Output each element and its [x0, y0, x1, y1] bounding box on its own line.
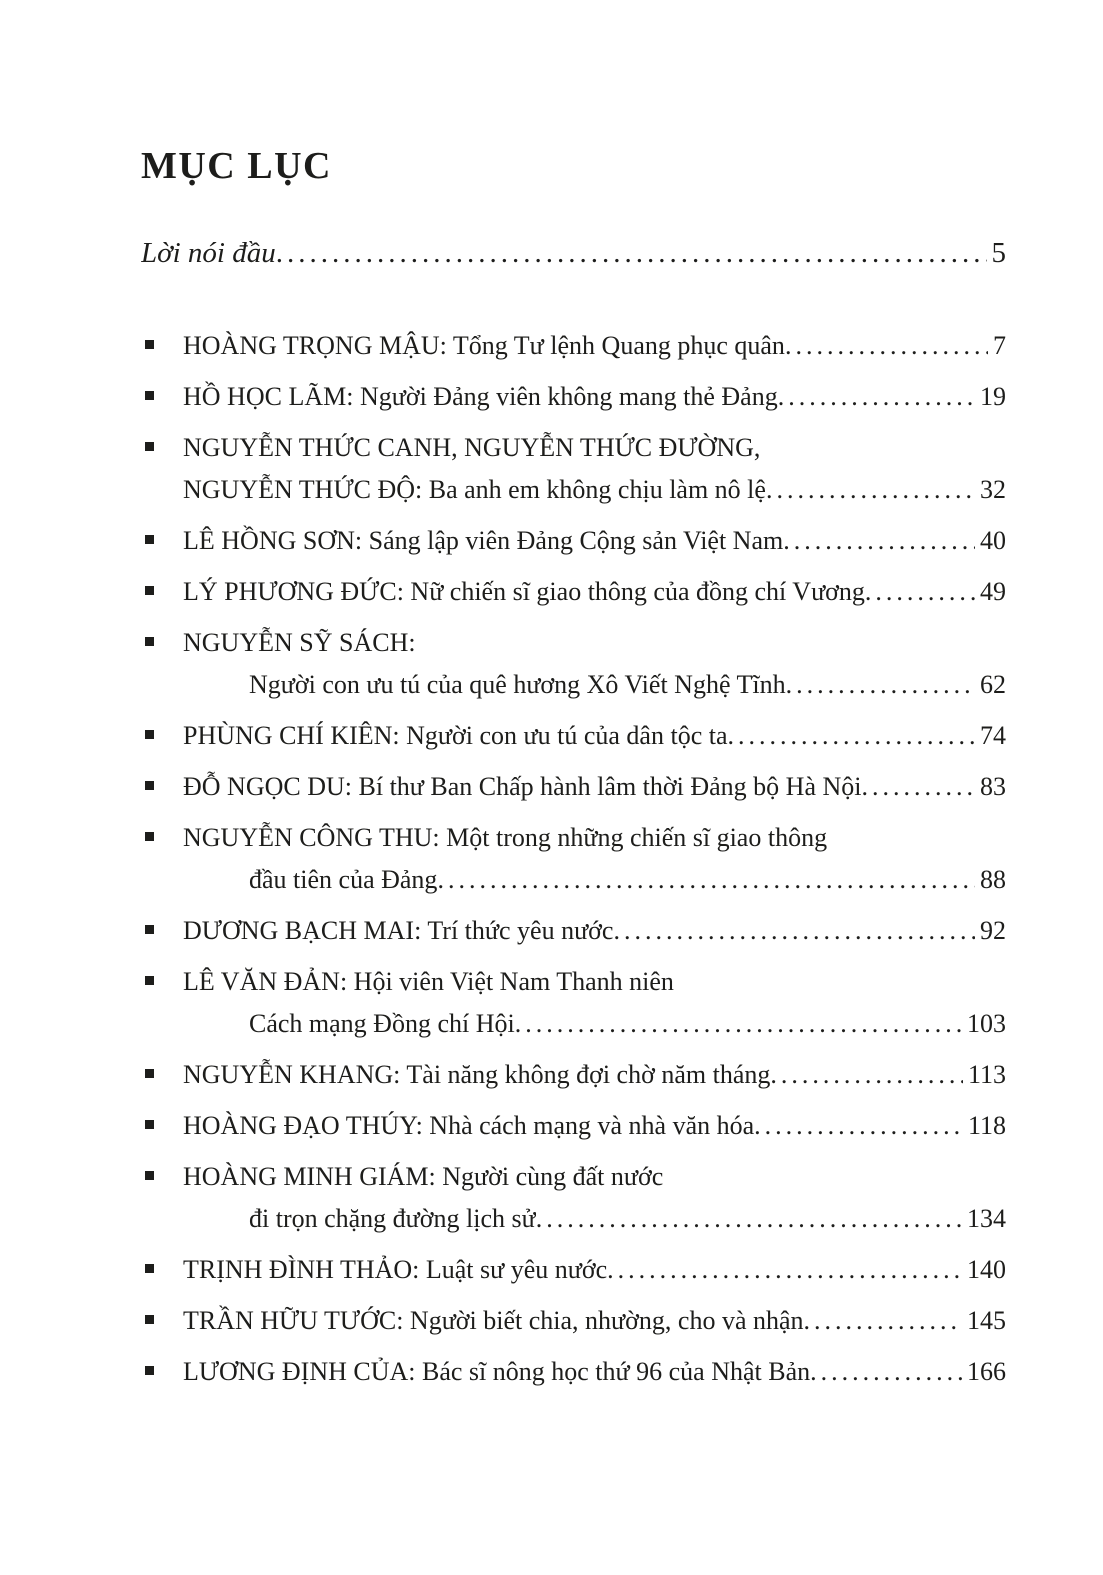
entry-lines	[183, 1351, 1006, 1393]
toc-entry	[145, 961, 1006, 1045]
dot-leader	[613, 910, 975, 952]
preface-title: Lời nói đầu	[141, 236, 276, 269]
entry-line	[183, 715, 1006, 757]
toc-entry	[145, 571, 1006, 613]
entry-line	[183, 1105, 1006, 1147]
square-bullet-icon	[145, 781, 154, 790]
entry-lines	[183, 1054, 1006, 1096]
square-bullet-icon	[145, 391, 154, 400]
toc-entry	[145, 427, 1006, 511]
toc-entries	[145, 325, 1006, 1393]
page-number: 145	[967, 1305, 1006, 1335]
entry-title: HOÀNG TRỌNG MẬU: Tổng Tư lệnh Quang phục quân	[183, 330, 785, 360]
entry-lines	[183, 910, 1006, 952]
dot-leader	[770, 1054, 963, 1096]
entry-line	[183, 325, 1006, 367]
dot-leader	[778, 376, 975, 418]
page-number: 118	[967, 1110, 1006, 1140]
square-bullet-icon	[145, 1120, 154, 1129]
entry-line	[183, 910, 1006, 952]
entry-line	[183, 664, 1006, 706]
entry-lines	[183, 1105, 1006, 1147]
entry-title: HOÀNG MINH GIÁM: Người cùng đất nước	[183, 1161, 664, 1191]
entry-line	[183, 469, 1006, 511]
dot-leader	[783, 520, 975, 562]
entry-title: TRỊNH ĐÌNH THẢO: Luật sư yêu nước	[183, 1254, 608, 1284]
square-bullet-icon	[145, 925, 154, 934]
dot-leader	[728, 715, 975, 757]
toc-entry	[145, 1300, 1006, 1342]
page-number: 74	[980, 720, 1006, 750]
entry-title: LÝ PHƯƠNG ĐỨC: Nữ chiến sĩ giao thông của đồng chí Vương	[183, 576, 865, 606]
entry-lines	[183, 325, 1006, 367]
page-number: 88	[980, 864, 1006, 894]
entry-line	[183, 1198, 1006, 1240]
dot-leader	[536, 1198, 962, 1240]
page-number: 140	[967, 1254, 1006, 1284]
page-number: 49	[980, 576, 1006, 606]
page-number: 166	[967, 1356, 1006, 1386]
square-bullet-icon	[145, 976, 154, 985]
dot-leader	[865, 571, 975, 613]
square-bullet-icon	[145, 730, 154, 739]
entry-title: PHÙNG CHÍ KIÊN: Người con ưu tú của dân tộc ta	[183, 720, 728, 750]
entry-lines	[183, 1249, 1006, 1291]
entry-line	[183, 859, 1006, 901]
dot-leader	[754, 1105, 963, 1147]
entry-lines	[183, 1156, 1006, 1240]
entry-lines	[183, 961, 1006, 1045]
entry-lines	[183, 1300, 1006, 1342]
toc-entry	[145, 1351, 1006, 1393]
entry-title: đi trọn chặng đường lịch sử	[249, 1203, 536, 1233]
square-bullet-icon	[145, 535, 154, 544]
entry-line	[183, 766, 1006, 808]
entry-line	[183, 1300, 1006, 1342]
entry-title: LÊ HỒNG SƠN: Sáng lập viên Đảng Cộng sản Việt Nam	[183, 525, 784, 555]
entry-title: đầu tiên của Đảng	[249, 864, 438, 894]
square-bullet-icon	[145, 586, 154, 595]
toc-entry	[145, 520, 1006, 562]
toc-entry	[145, 325, 1006, 367]
entry-line	[183, 622, 1006, 664]
entry-title: NGUYỄN KHANG: Tài năng không đợi chờ năm tháng	[183, 1059, 771, 1089]
dot-leader	[437, 859, 975, 901]
square-bullet-icon	[145, 832, 154, 841]
page-number: 32	[980, 474, 1006, 504]
dot-leader	[810, 1351, 962, 1393]
toc-entry	[145, 910, 1006, 952]
page-number: 62	[980, 669, 1006, 699]
page-title: MỤC LỤC	[141, 145, 332, 187]
square-bullet-icon	[145, 442, 154, 451]
entry-title: NGUYỄN CÔNG THU: Một trong những chiến sĩ giao thông	[183, 822, 828, 852]
entry-title: NGUYỄN THỨC CANH, NGUYỄN THỨC ĐƯỜNG,	[183, 432, 761, 462]
entry-title: HỒ HỌC LÃM: Người Đảng viên không mang thẻ Đảng	[183, 381, 778, 411]
square-bullet-icon	[145, 1315, 154, 1324]
entry-line	[183, 1249, 1006, 1291]
toc-entry	[145, 766, 1006, 808]
dot-leader	[766, 469, 975, 511]
entry-title: LÊ VĂN ĐẢN: Hội viên Việt Nam Thanh niên	[183, 966, 674, 996]
dot-leader	[515, 1003, 962, 1045]
square-bullet-icon	[145, 1171, 154, 1180]
entry-line	[183, 571, 1006, 613]
entry-title: Người con ưu tú của quê hương Xô Viết Nghệ Tĩnh	[249, 669, 786, 699]
entry-line	[183, 1351, 1006, 1393]
entry-lines	[183, 571, 1006, 613]
preface-entry	[141, 236, 1006, 271]
entry-line	[183, 1054, 1006, 1096]
page-number: 134	[967, 1203, 1006, 1233]
page-number: 19	[980, 381, 1006, 411]
entry-line	[183, 427, 1006, 469]
entry-title: LƯƠNG ĐỊNH CỦA: Bác sĩ nông học thứ 96 của Nhật Bản	[183, 1356, 811, 1386]
toc-entry	[145, 817, 1006, 901]
page-number: 103	[967, 1008, 1006, 1038]
entry-title: ĐỖ NGỌC DU: Bí thư Ban Chấp hành lâm thời Đảng bộ Hà Nội	[183, 771, 862, 801]
entry-lines	[183, 715, 1006, 757]
square-bullet-icon	[145, 1366, 154, 1375]
entry-line	[183, 376, 1006, 418]
toc-entry	[145, 715, 1006, 757]
entry-title: TRẦN HỮU TƯỚC: Người biết chia, nhường, cho và nhận	[183, 1305, 804, 1335]
entry-line	[183, 961, 1006, 1003]
dot-leader	[862, 766, 975, 808]
toc-entry	[145, 1054, 1006, 1096]
entry-line	[183, 1156, 1006, 1198]
dot-leader	[804, 1300, 962, 1342]
page-number: 7	[993, 330, 1006, 360]
entry-lines	[183, 520, 1006, 562]
dot-leader	[607, 1249, 962, 1291]
square-bullet-icon	[145, 637, 154, 646]
dot-leader	[786, 664, 975, 706]
page-number: 83	[980, 771, 1006, 801]
entry-line	[183, 817, 1006, 859]
toc-entry	[145, 1156, 1006, 1240]
square-bullet-icon	[145, 1069, 154, 1078]
entry-line	[183, 1003, 1006, 1045]
page-number: 92	[980, 915, 1006, 945]
entry-lines	[183, 817, 1006, 901]
entry-lines	[183, 622, 1006, 706]
entry-lines	[183, 427, 1006, 511]
entry-title: DƯƠNG BẠCH MAI: Trí thức yêu nước	[183, 915, 614, 945]
toc-entry	[145, 1249, 1006, 1291]
page-number: 40	[980, 525, 1006, 555]
entry-line	[183, 520, 1006, 562]
square-bullet-icon	[145, 1264, 154, 1273]
square-bullet-icon	[145, 340, 154, 349]
dot-leader	[785, 325, 988, 367]
dot-leader	[276, 236, 987, 271]
entry-lines	[183, 766, 1006, 808]
page-number: 113	[967, 1059, 1006, 1089]
toc-entry	[145, 376, 1006, 418]
toc-entry	[145, 622, 1006, 706]
entry-title: HOÀNG ĐẠO THÚY: Nhà cách mạng và nhà văn hóa	[183, 1110, 755, 1140]
entry-title: NGUYỄN THỨC ĐỘ: Ba anh em không chịu làm nô lệ	[183, 474, 766, 504]
entry-lines	[183, 376, 1006, 418]
toc-entry	[145, 1105, 1006, 1147]
entry-title: Cách mạng Đồng chí Hội	[249, 1008, 515, 1038]
page-number: 5	[991, 236, 1006, 269]
entry-title: NGUYỄN SỸ SÁCH:	[183, 627, 416, 657]
